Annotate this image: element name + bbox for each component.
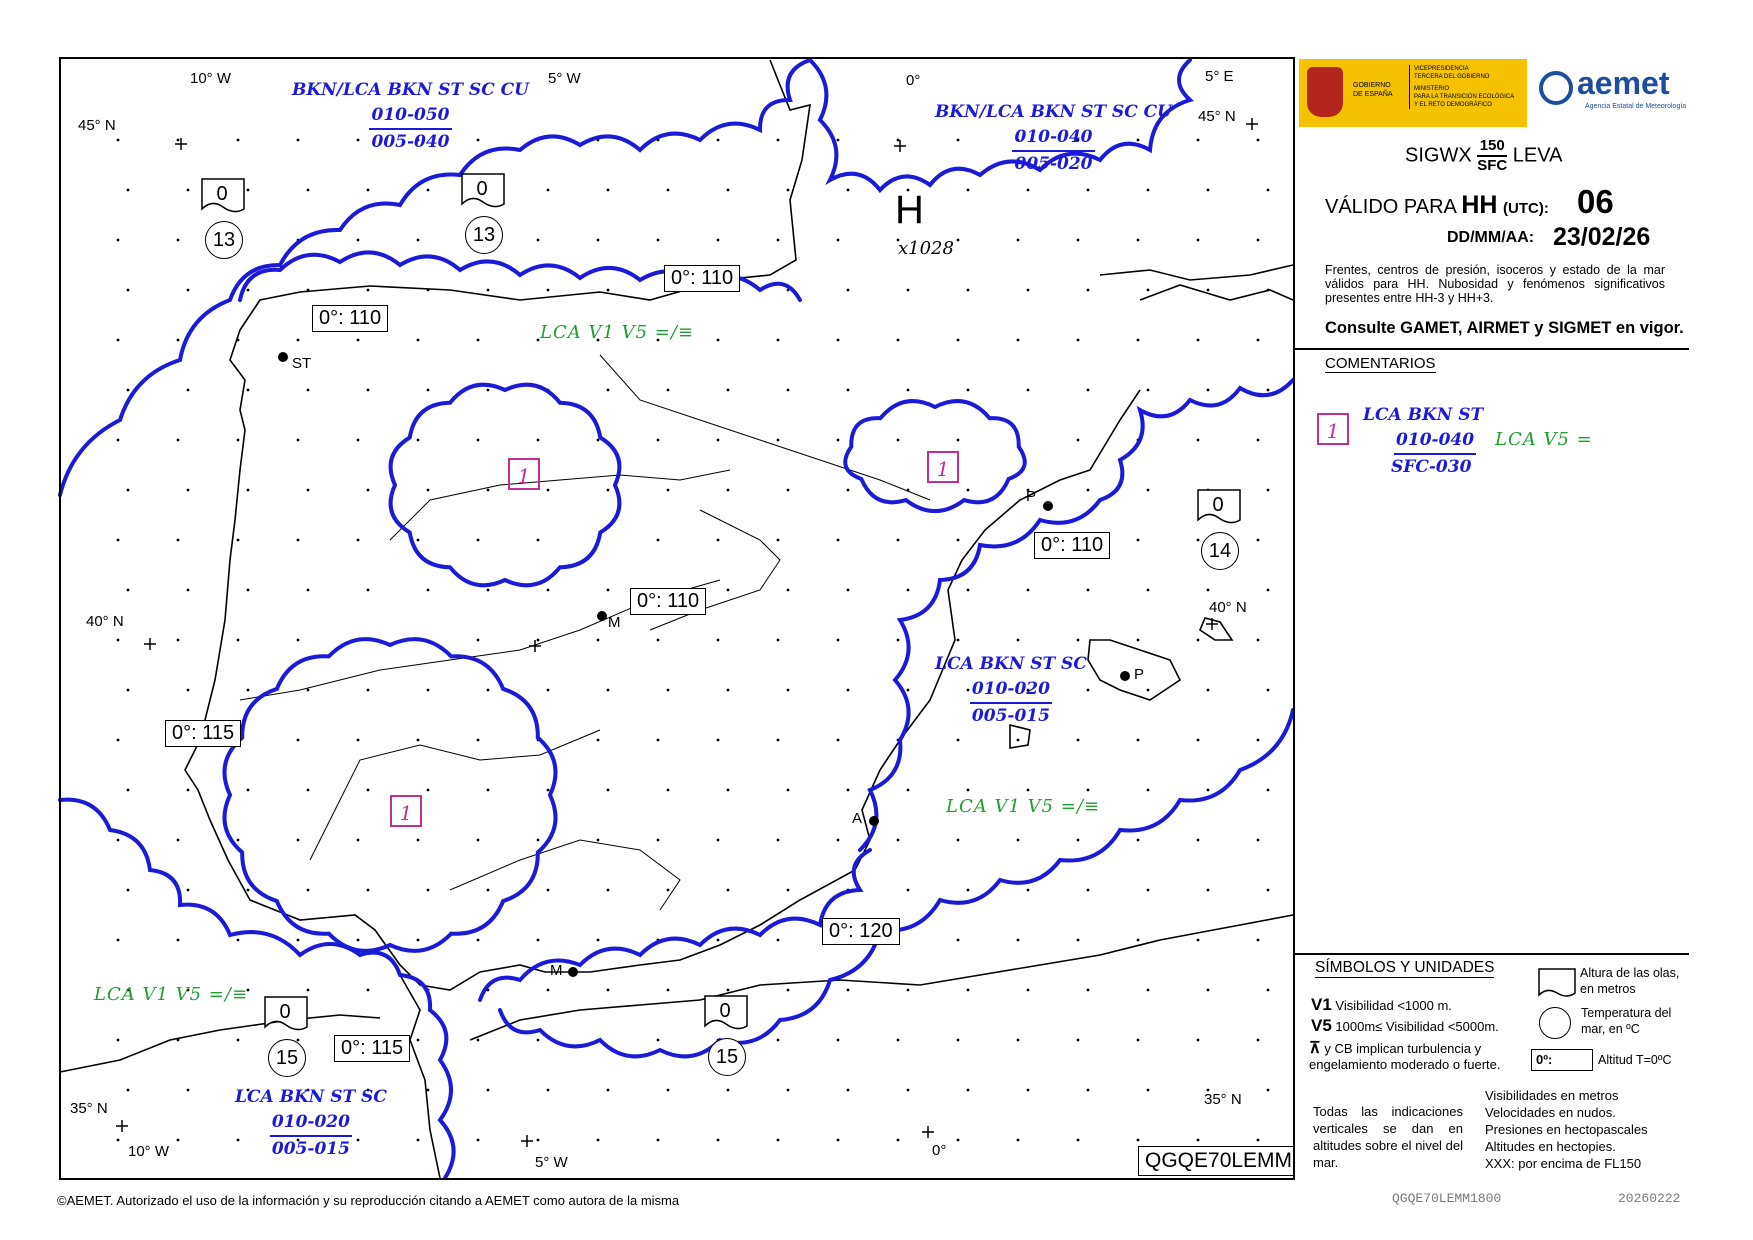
info-panel: [1293, 57, 1689, 1180]
freezing-level-box: 0°: 110: [664, 265, 740, 292]
sea-temp-circle: 15: [268, 1039, 306, 1077]
aemet-logo-name: aemet: [1577, 65, 1670, 101]
cloud-label: [935, 652, 1087, 729]
cloud-type: BKN/LCA BKN ST SC CU: [935, 102, 1173, 122]
sea-temp-circle: 13: [465, 216, 503, 254]
temp-legend-text: Temperatura del mar, en ºC: [1581, 1006, 1672, 1036]
freezing-level-box: 0°: 120: [822, 918, 900, 945]
lat-label: 40° N: [1209, 599, 1247, 616]
zero-legend-text: Altitud T=0ºC: [1598, 1053, 1672, 1067]
hh-label: HH: [1461, 191, 1498, 219]
valid-for-row: [1325, 191, 1549, 220]
lon-label: 0°: [906, 72, 921, 89]
date-label: DD/MM/AA:: [1447, 229, 1535, 246]
comment-cloud-label: [1363, 403, 1483, 480]
city-label: ST: [292, 355, 312, 372]
zero-legend-box: 0º:: [1531, 1049, 1593, 1071]
sea-state-symbol: [705, 992, 746, 1076]
wave-height-icon: 0: [462, 170, 502, 210]
comments-title: COMENTARIOS: [1325, 355, 1436, 372]
copyright: ©AEMET. Autorizado el uso de la información y su reproducción citando a AEMET como autora de la misma: [57, 1193, 680, 1208]
cloud-label: [235, 1085, 387, 1162]
lon-label: 5° W: [535, 1154, 568, 1171]
cloud-top: 010-020: [970, 677, 1052, 704]
sea-state-symbol: [1198, 486, 1239, 570]
comment-cloud-base: SFC-030: [1391, 457, 1472, 477]
symbols-title: SÍMBOLOS Y UNIDADES: [1315, 959, 1495, 976]
cloud-type: LCA BKN ST SC: [235, 1087, 387, 1107]
wave-legend-text: Altura de las olas, en metros: [1580, 966, 1680, 996]
lon-label: 10° W: [190, 70, 232, 87]
comment-visibility: LCA V5 =: [1495, 429, 1593, 450]
wave-height-icon: 0: [1198, 486, 1238, 526]
sea-temp-circle: 13: [205, 221, 243, 259]
city-label: P: [1134, 666, 1145, 683]
gov-logo-line: TERCERA DEL GOBIERNO: [1414, 74, 1490, 80]
wave-height-icon: 0: [202, 175, 242, 215]
units-item: Altitudes en hectopies.: [1485, 1139, 1616, 1154]
product-title: [1405, 137, 1562, 175]
v5-text: 1000m≤ Visibilidad <5000m.: [1335, 1019, 1499, 1034]
area-ref-box: 1: [508, 458, 540, 490]
wave-height-icon: 0: [705, 992, 745, 1032]
gov-logo-line: PARA LA TRANSICIÓN ECOLÓGICA: [1414, 94, 1515, 100]
date-stamp: 20260222: [1618, 1191, 1681, 1206]
lat-label: 35° N: [1204, 1091, 1242, 1108]
product-code: QGQE70LEMM1800: [1392, 1191, 1502, 1206]
cloud-type: BKN/LCA BKN ST SC CU: [292, 80, 530, 100]
coat-of-arms-icon: [1307, 67, 1343, 117]
high-pressure-symbol: H: [895, 188, 924, 232]
wave-height-icon: 0: [265, 993, 305, 1033]
units-item: Presiones en hectopascales: [1485, 1122, 1648, 1137]
cloud-base: 005-015: [271, 1139, 350, 1159]
sea-state-symbol: [462, 170, 503, 254]
cloud-base: 005-015: [971, 706, 1050, 726]
v1-legend: [1311, 995, 1452, 1015]
visibility-label: LCA V1 V5 =/≡: [540, 322, 695, 343]
valid-hour: 06: [1577, 183, 1614, 220]
gov-logo: [1299, 59, 1527, 127]
wave-legend-icon: [1537, 967, 1577, 997]
units-item: Velocidades en nudos.: [1485, 1105, 1616, 1120]
comment-ref-box: 1: [1317, 413, 1349, 445]
cloud-type: LCA BKN ST SC: [935, 654, 1087, 674]
cloud-base: 005-020: [1014, 154, 1093, 174]
v5-code: V5: [1311, 1016, 1332, 1035]
area-ref-box: 1: [390, 795, 422, 827]
sea-temp-circle: 14: [1201, 532, 1239, 570]
product-name: SIGWX: [1405, 144, 1472, 167]
date-value: 23/02/26: [1553, 223, 1651, 251]
cloud-top: 010-050: [369, 103, 451, 130]
area-ref-box: 1: [927, 451, 959, 483]
visibility-label: LCA V1 V5 =/≡: [946, 796, 1101, 817]
visibility-label: LCA V1 V5 =/≡: [94, 984, 249, 1005]
cb-text: y CB implican turbulencia y engelamiento moderado o fuerte.: [1309, 1041, 1501, 1072]
utc-label: (UTC):: [1503, 200, 1549, 217]
gov-logo-line: MINISTERIO: [1414, 86, 1450, 92]
cloud-label: [292, 78, 529, 155]
cloud-label: [935, 100, 1172, 177]
comment-cloud-type: LCA BKN ST: [1363, 405, 1484, 425]
v1-code: V1: [1311, 995, 1332, 1014]
lat-label: 35° N: [70, 1100, 108, 1117]
validity-note: Frentes, centros de presión, isoceros y estado de la mar válidos para HH. Nubosidad y fenómenos significativos presentes entre HH-3 y HH+3.: [1325, 263, 1665, 305]
units-item: XXX: por encima de FL150: [1485, 1156, 1642, 1171]
lon-label: 5° W: [548, 70, 581, 87]
map-code-box: QGQE70LEMM: [1138, 1146, 1299, 1176]
cloud-base: 005-040: [371, 132, 450, 152]
lat-label: 45° N: [78, 117, 116, 134]
freezing-level-box: 0°: 115: [165, 720, 241, 747]
lat-label: 45° N: [1198, 108, 1236, 125]
gov-logo-line: GOBIERNO: [1353, 82, 1391, 89]
comment-cloud-top: 010-040: [1394, 428, 1476, 455]
lat-label: 40° N: [86, 613, 124, 630]
freezing-level-box: 0°: 110: [630, 588, 706, 615]
gov-logo-line: Y EL RETO DEMOGRÁFICO: [1414, 102, 1492, 108]
consult-note: Consulte GAMET, AIRMET y SIGMET en vigor.: [1325, 319, 1684, 337]
v5-legend: [1311, 1016, 1499, 1036]
gov-logo-line: VICEPRESIDENCIA: [1414, 66, 1469, 72]
aemet-logo: [1539, 65, 1687, 121]
high-pressure-value: x1028: [898, 238, 954, 259]
aemet-logo-sub: Agencia Estatal de Meteorología: [1585, 103, 1687, 110]
aemet-logo-icon: [1539, 71, 1573, 105]
city-label: M: [550, 962, 563, 979]
freezing-level-box: 0°: 110: [312, 305, 388, 332]
gov-logo-line: DE ESPAÑA: [1353, 91, 1393, 98]
level-top: 150: [1477, 137, 1507, 157]
city-label: M: [608, 614, 621, 631]
sea-state-symbol: [265, 993, 306, 1077]
cloud-top: 010-040: [1012, 125, 1094, 152]
freezing-level-box: 0°: 110: [1034, 532, 1110, 559]
turbulence-icon: ⊼: [1309, 1040, 1321, 1057]
level-bottom: SFC: [1477, 157, 1508, 174]
cloud-top: 010-020: [270, 1110, 352, 1137]
heights-note: Todas las indicaciones verticales se dan en altitudes sobre el nivel del mar.: [1313, 1104, 1463, 1170]
temp-legend-icon: [1539, 1007, 1571, 1039]
v1-text: Visibilidad <1000 m.: [1335, 998, 1452, 1013]
units-list: [1485, 1087, 1648, 1172]
sea-state-symbol: [202, 175, 243, 259]
freezing-level-box: 0°: 115: [334, 1035, 410, 1062]
valid-label: VÁLIDO PARA: [1325, 196, 1456, 218]
lon-label: 0°: [932, 1142, 947, 1159]
city-label: A: [852, 810, 863, 827]
lon-label: 10° W: [128, 1143, 170, 1160]
city-label: P: [1026, 488, 1037, 505]
region-code: LEVA: [1512, 144, 1563, 167]
lon-label: 5° E: [1205, 68, 1234, 85]
units-item: Visibilidades en metros: [1485, 1088, 1619, 1103]
cb-legend: [1309, 1041, 1521, 1073]
sea-temp-circle: 15: [708, 1038, 746, 1076]
